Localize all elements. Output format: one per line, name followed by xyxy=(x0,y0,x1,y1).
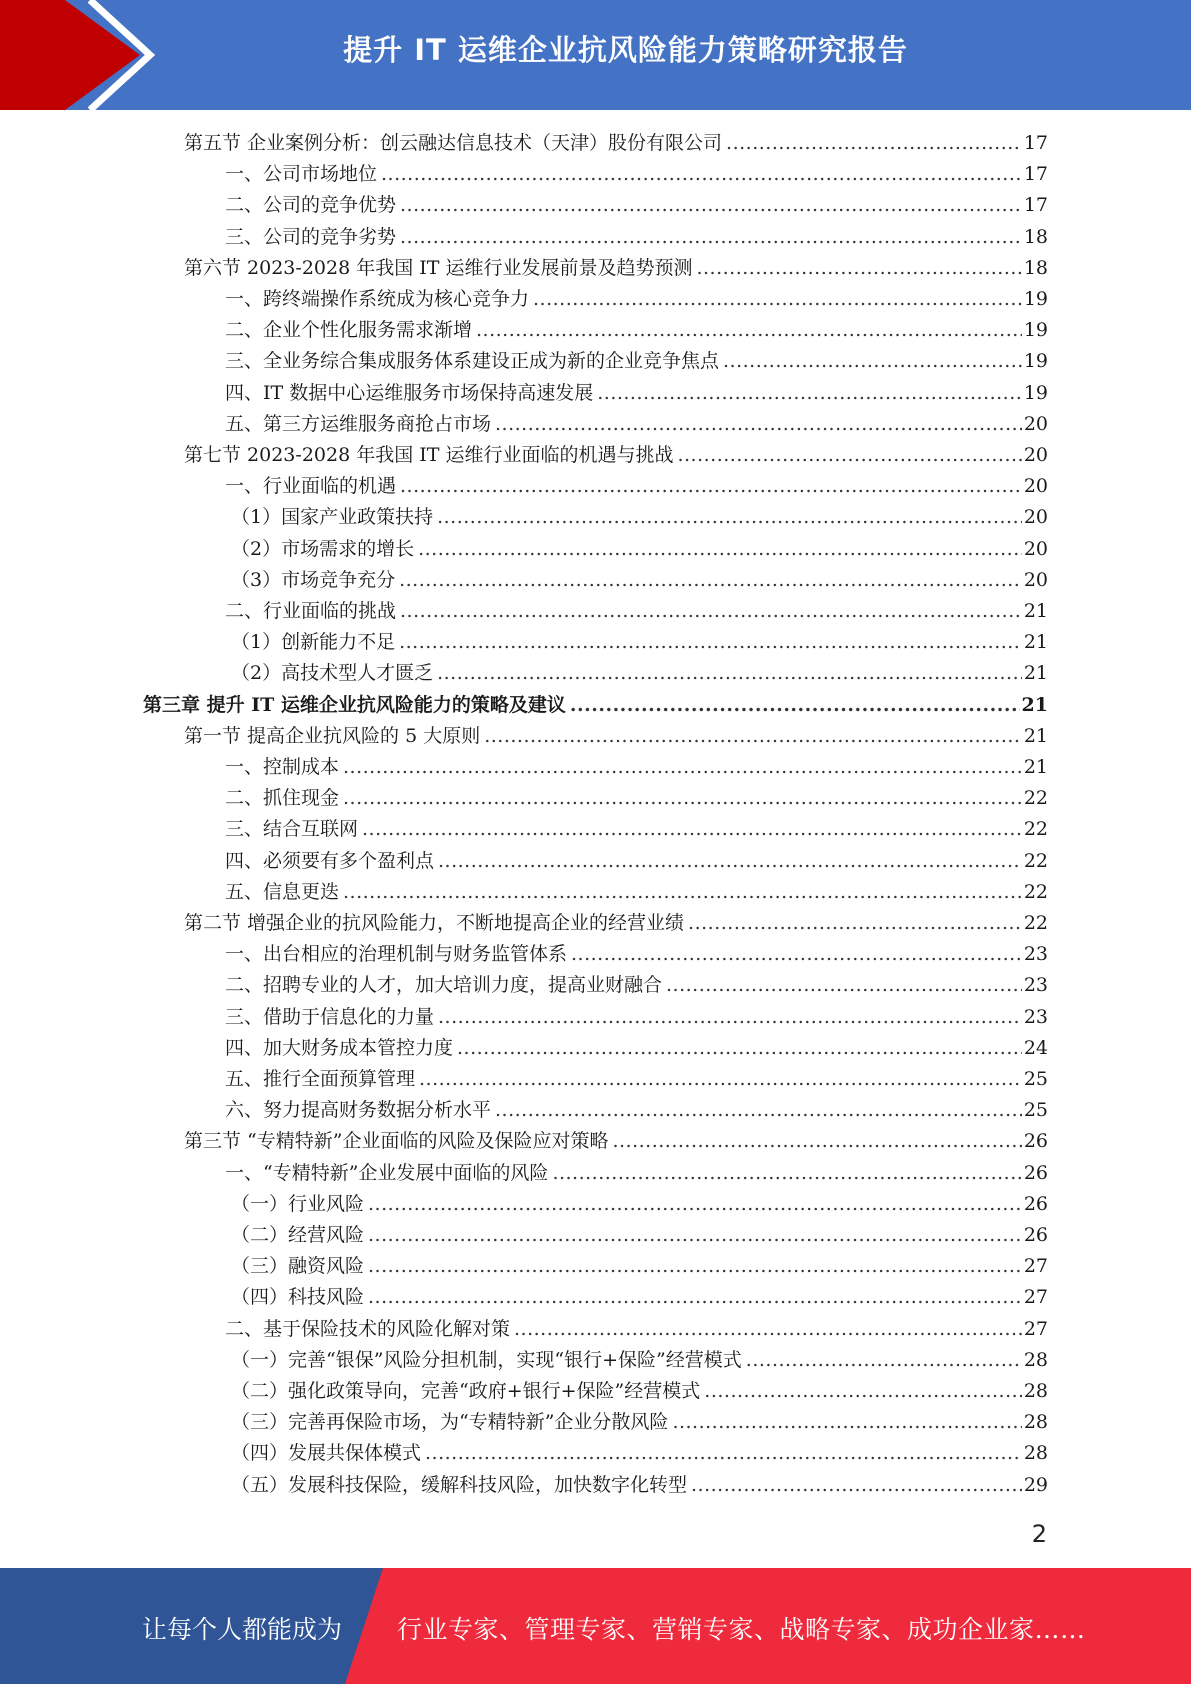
toc-entry[interactable] xyxy=(225,1064,1048,1095)
toc-entry-page: 18 xyxy=(1023,256,1048,279)
toc-leader-dots xyxy=(343,752,1022,783)
toc-entry[interactable] xyxy=(184,440,1048,471)
toc-entry[interactable] xyxy=(231,1189,1048,1220)
toc-leader-dots xyxy=(368,1251,1022,1282)
toc-entry-title: （1）国家产业政策扶持 xyxy=(231,506,434,529)
toc-entry-title: 三、公司的竞争劣势 xyxy=(225,225,397,248)
page-header xyxy=(0,0,1191,110)
toc-leader-dots xyxy=(552,1158,1021,1189)
page-footer xyxy=(0,1568,1191,1684)
toc-entry-title: 二、招聘专业的人才，加大培训力度，提高业财融合 xyxy=(225,974,663,997)
toc-leader-dots xyxy=(704,1376,1022,1407)
toc-entry-title: （3）市场竞争充分 xyxy=(231,568,396,591)
toc-entry[interactable] xyxy=(231,1251,1048,1282)
toc-entry-page: 23 xyxy=(1023,974,1048,997)
toc-leader-dots xyxy=(597,378,1022,409)
page-number: 2 xyxy=(1031,1520,1047,1548)
toc-entry-page: 26 xyxy=(1023,1224,1048,1246)
toc-entry-title: （2）市场需求的增长 xyxy=(231,537,415,560)
toc-entry[interactable] xyxy=(225,378,1048,409)
toc-entry[interactable] xyxy=(184,128,1048,159)
toc-entry-title: 三、全业务综合集成服务体系建设正成为新的企业竞争焦点 xyxy=(225,350,720,373)
toc-entry[interactable] xyxy=(231,1438,1048,1469)
toc-entry-title: 第三章 提升 IT 运维企业抗风险能力的策略及建议 xyxy=(143,693,566,716)
toc-entry[interactable] xyxy=(225,346,1048,377)
toc-entry[interactable] xyxy=(231,565,1048,596)
toc-entry-title: （三）融资风险 xyxy=(231,1255,365,1278)
toc-leader-dots xyxy=(400,596,1022,627)
toc-leader-dots xyxy=(533,284,1022,315)
toc-entry[interactable] xyxy=(225,596,1048,627)
toc-leader-dots xyxy=(438,846,1022,877)
toc-entry-page: 19 xyxy=(1023,350,1048,373)
toc-leader-dots xyxy=(570,690,1020,721)
toc-entry-title: 第七节 2023-2028 年我国 IT 运维行业面临的机遇与挑战 xyxy=(184,444,674,466)
toc-leader-dots xyxy=(343,877,1022,908)
toc-entry-page: 17 xyxy=(1023,132,1048,154)
toc-entry-title: （一）行业风险 xyxy=(231,1192,365,1215)
toc-entry-page: 25 xyxy=(1023,1068,1048,1090)
toc-entry-page: 23 xyxy=(1023,1005,1048,1028)
toc-entry[interactable] xyxy=(231,502,1048,533)
toc-leader-dots xyxy=(495,1095,1022,1126)
footer-slogan-right: 行业专家、管理专家、营销专家、战略专家、成功企业家…… xyxy=(397,1615,1086,1644)
toc-leader-dots xyxy=(343,783,1022,814)
toc-leader-dots xyxy=(368,1220,1022,1251)
toc-entry-page: 29 xyxy=(1023,1473,1048,1496)
toc-leader-dots xyxy=(484,721,1022,752)
toc-entry-page: 22 xyxy=(1023,818,1048,841)
toc-entry-title: 四、必须要有多个盈利点 xyxy=(225,849,435,872)
toc-leader-dots xyxy=(400,190,1022,221)
toc-entry-title: 一、公司市场地位 xyxy=(225,163,378,186)
toc-entry-title: 五、第三方运维服务商抢占市场 xyxy=(225,412,492,435)
toc-entry[interactable] xyxy=(225,1095,1048,1126)
toc-leader-dots xyxy=(419,1064,1022,1095)
toc-entry-page: 28 xyxy=(1023,1442,1048,1465)
toc-entry[interactable] xyxy=(225,783,1048,814)
toc-entry-title: 二、公司的竞争优势 xyxy=(225,194,397,217)
toc-entry-title: （四）科技风险 xyxy=(231,1286,365,1309)
toc-entry-page: 21 xyxy=(1023,756,1048,778)
toc-leader-dots xyxy=(399,627,1022,658)
toc-entry[interactable] xyxy=(184,908,1048,939)
toc-entry-title: 第五节 企业案例分析：创云融达信息技术（天津）股份有限公司 xyxy=(184,132,723,154)
toc-entry-title: （五）发展科技保险，缓解科技风险，加快数字化转型 xyxy=(231,1473,688,1496)
toc-entry[interactable] xyxy=(231,1282,1048,1313)
toc-entry[interactable] xyxy=(231,534,1048,565)
toc-leader-dots xyxy=(476,315,1022,346)
toc-leader-dots xyxy=(688,908,1022,939)
toc-entry-title: 二、抓住现金 xyxy=(225,787,340,810)
toc-entry-page: 21 xyxy=(1023,600,1048,622)
toc-leader-dots xyxy=(425,1438,1022,1469)
toc-entry-page: 19 xyxy=(1023,319,1048,342)
toc-leader-dots xyxy=(399,565,1022,596)
toc-leader-dots xyxy=(666,970,1022,1001)
toc-entry[interactable] xyxy=(225,222,1048,253)
toc-entry-page: 20 xyxy=(1023,568,1048,591)
toc-entry-page: 19 xyxy=(1023,381,1048,404)
toc-entry[interactable] xyxy=(231,1470,1048,1501)
toc-entry-page: 17 xyxy=(1023,194,1048,217)
toc-leader-dots xyxy=(400,471,1022,502)
toc-leader-dots xyxy=(571,939,1022,970)
toc-entry-page: 28 xyxy=(1023,1380,1048,1402)
toc-leader-dots xyxy=(437,502,1022,533)
toc-entry[interactable] xyxy=(225,939,1048,970)
toc-entry-title: 四、IT 数据中心运维服务市场保持高速发展 xyxy=(225,381,594,404)
toc-entry-title: （三）完善再保险市场，为“专精特新”企业分散风险 xyxy=(231,1411,669,1434)
toc-leader-dots xyxy=(368,1189,1022,1220)
toc-entry-page: 20 xyxy=(1023,444,1048,466)
toc-leader-dots xyxy=(368,1282,1022,1313)
toc-leader-dots xyxy=(514,1314,1022,1345)
toc-leader-dots xyxy=(696,253,1021,284)
toc-entry-page: 26 xyxy=(1023,1161,1048,1184)
toc-entry[interactable] xyxy=(225,1314,1048,1345)
toc-entry[interactable] xyxy=(225,315,1048,346)
toc-leader-dots xyxy=(495,409,1022,440)
toc-leader-dots xyxy=(381,159,1022,190)
toc-entry[interactable] xyxy=(231,1220,1048,1251)
toc-entry[interactable] xyxy=(231,627,1048,658)
toc-entry[interactable] xyxy=(225,846,1048,877)
toc-entry[interactable] xyxy=(225,970,1048,1001)
toc-entry-page: 22 xyxy=(1023,787,1048,810)
toc-entry-title: 一、控制成本 xyxy=(225,756,340,778)
toc-entry-page: 21 xyxy=(1023,631,1048,654)
toc-entry-title: 五、推行全面预算管理 xyxy=(225,1068,416,1090)
toc-entry-title: （2）高技术型人才匮乏 xyxy=(231,662,434,685)
toc-entry-page: 27 xyxy=(1023,1255,1048,1278)
toc-entry-page: 26 xyxy=(1023,1192,1048,1215)
toc-entry-title: 一、跨终端操作系统成为核心竞争力 xyxy=(225,288,530,310)
toc-entry[interactable] xyxy=(225,877,1048,908)
toc-leader-dots xyxy=(726,128,1022,159)
toc-leader-dots xyxy=(612,1126,1021,1157)
toc-entry[interactable] xyxy=(184,1126,1048,1157)
toc-entry[interactable] xyxy=(225,1158,1048,1189)
toc-entry-title: （四）发展共保体模式 xyxy=(231,1442,422,1465)
toc-entry-title: （二）强化政策导向，完善“政府+银行+保险”经营模式 xyxy=(231,1380,701,1402)
toc-entry-page: 26 xyxy=(1023,1130,1048,1153)
toc-entry-title: （二）经营风险 xyxy=(231,1224,365,1246)
toc-entry[interactable] xyxy=(225,284,1048,315)
toc-entry-title: （1）创新能力不足 xyxy=(231,631,396,654)
toc-entry-page: 27 xyxy=(1023,1317,1048,1340)
toc-entry-title: 第三节 “专精特新”企业面临的风险及保险应对策略 xyxy=(184,1130,609,1153)
toc-leader-dots xyxy=(691,1470,1022,1501)
toc-entry-page: 21 xyxy=(1021,693,1048,716)
toc-entry-title: 三、借助于信息化的力量 xyxy=(225,1005,435,1028)
toc-entry-page: 22 xyxy=(1023,880,1048,903)
toc-entry-page: 23 xyxy=(1023,943,1048,966)
footer-slogan-left: 让每个人都能成为 xyxy=(142,1615,343,1644)
toc-entry-title: 第六节 2023-2028 年我国 IT 运维行业发展前景及趋势预测 xyxy=(184,256,693,279)
toc-entry-page: 19 xyxy=(1023,288,1048,310)
toc-entry-page: 18 xyxy=(1023,225,1048,248)
toc-entry-title: 四、加大财务成本管控力度 xyxy=(225,1036,454,1059)
toc-entry[interactable] xyxy=(231,1376,1048,1407)
toc-entry[interactable] xyxy=(225,159,1048,190)
toc-leader-dots xyxy=(746,1345,1022,1376)
toc-entry-title: 第二节 增强企业的抗风险能力，不断地提高企业的经营业绩 xyxy=(184,912,685,934)
toc-entry[interactable] xyxy=(225,752,1048,783)
toc-entry-title: 二、企业个性化服务需求渐增 xyxy=(225,319,473,342)
toc-leader-dots xyxy=(400,222,1022,253)
toc-entry-page: 22 xyxy=(1023,849,1048,872)
toc-entry-page: 20 xyxy=(1023,537,1048,560)
toc-entry[interactable] xyxy=(225,409,1048,440)
toc-entry[interactable] xyxy=(225,1033,1048,1064)
toc-entry-page: 28 xyxy=(1023,1348,1048,1371)
toc-entry-title: 二、行业面临的挑战 xyxy=(225,600,397,622)
toc-entry-page: 21 xyxy=(1023,724,1048,747)
toc-leader-dots xyxy=(457,1033,1022,1064)
toc-entry-page: 22 xyxy=(1023,912,1048,934)
toc-leader-dots xyxy=(437,658,1022,689)
toc-leader-dots xyxy=(672,1407,1021,1438)
toc-entry-page: 21 xyxy=(1023,662,1048,685)
toc-entry-page: 20 xyxy=(1023,412,1048,435)
toc-entry-page: 24 xyxy=(1023,1036,1048,1059)
toc-entry-title: 六、努力提高财务数据分析水平 xyxy=(225,1099,492,1122)
toc-leader-dots xyxy=(438,1002,1022,1033)
toc-entry[interactable] xyxy=(184,253,1048,284)
toc-entry[interactable] xyxy=(231,658,1048,689)
toc-leader-dots xyxy=(677,440,1021,471)
toc-entry[interactable] xyxy=(184,721,1048,752)
toc-leader-dots xyxy=(362,814,1022,845)
toc-entry-page: 25 xyxy=(1023,1099,1048,1122)
toc-entry-title: 一、“专精特新”企业发展中面临的风险 xyxy=(225,1161,549,1184)
toc-entry[interactable] xyxy=(231,1407,1048,1438)
toc-entry-title: 一、出台相应的治理机制与财务监管体系 xyxy=(225,943,568,966)
document-title: 提升 IT 运维企业抗风险能力策略研究报告 xyxy=(343,33,908,67)
toc-entry-page: 20 xyxy=(1023,475,1048,498)
toc-entry-page: 17 xyxy=(1023,163,1048,186)
toc-leader-dots xyxy=(418,534,1022,565)
toc-entry-title: （一）完善“银保”风险分担机制，实现“银行+保险”经营模式 xyxy=(231,1348,742,1371)
toc-entry-title: 第一节 提高企业抗风险的 5 大原则 xyxy=(184,724,481,747)
toc-entry[interactable] xyxy=(225,814,1048,845)
toc-entry-page: 27 xyxy=(1023,1286,1048,1309)
toc-entry[interactable] xyxy=(231,1345,1048,1376)
toc-entry[interactable] xyxy=(143,690,1048,721)
toc-leader-dots xyxy=(723,346,1022,377)
toc-entry-title: 一、行业面临的机遇 xyxy=(225,475,397,498)
toc-entry-title: 五、信息更迭 xyxy=(225,880,340,903)
toc-entry-page: 20 xyxy=(1023,506,1048,529)
toc-entry-title: 三、结合互联网 xyxy=(225,818,359,841)
toc-entry-page: 28 xyxy=(1023,1411,1048,1434)
toc-entry[interactable] xyxy=(225,1002,1048,1033)
toc-entry[interactable] xyxy=(225,471,1048,502)
toc-entry-title: 二、基于保险技术的风险化解对策 xyxy=(225,1317,511,1340)
toc-entry[interactable] xyxy=(225,190,1048,221)
